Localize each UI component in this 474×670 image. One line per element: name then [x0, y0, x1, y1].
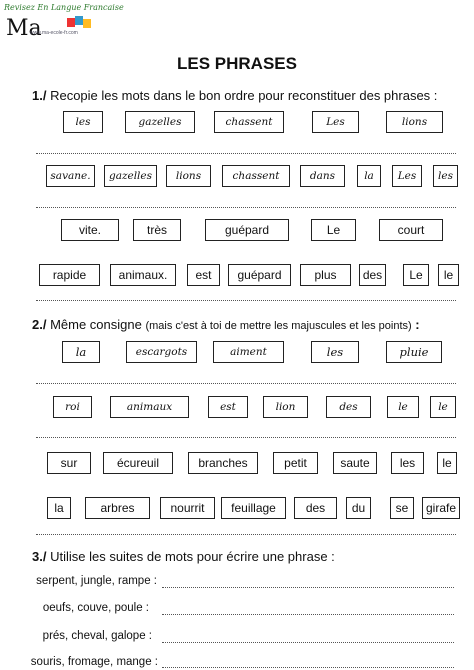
word-card[interactable]: animaux	[110, 396, 189, 418]
writing-line	[36, 383, 456, 384]
word-card[interactable]: dans	[300, 165, 345, 187]
word-card[interactable]: des	[326, 396, 371, 418]
writing-line	[36, 300, 456, 301]
word-card[interactable]: gazelles	[104, 165, 157, 187]
word-card[interactable]: lion	[263, 396, 308, 418]
word-card[interactable]: le	[387, 396, 419, 418]
word-card[interactable]: chassent	[222, 165, 290, 187]
question-1-text: Recopie les mots dans le bon ordre pour reconstituer des phrases :	[46, 88, 438, 103]
word-card[interactable]: Le	[403, 264, 429, 286]
word-card[interactable]: se	[390, 497, 414, 519]
writing-line	[36, 207, 456, 208]
word-card[interactable]: Les	[392, 165, 422, 187]
word-card[interactable]: des	[359, 264, 386, 286]
word-card[interactable]: les	[63, 111, 103, 133]
word-card[interactable]: savane.	[46, 165, 95, 187]
logo	[2, 3, 124, 43]
writing-line	[162, 614, 454, 615]
question-2	[32, 317, 420, 332]
question-3-text: Utilise les suites de mots pour écrire une phrase :	[46, 549, 335, 564]
word-card[interactable]: animaux.	[110, 264, 176, 286]
word-card[interactable]: chassent	[214, 111, 284, 133]
word-list-label: serpent, jungle, rampe :	[36, 575, 157, 587]
word-card[interactable]: escargots	[126, 341, 197, 363]
word-card[interactable]: est	[187, 264, 220, 286]
word-card[interactable]: pluie	[386, 341, 442, 363]
word-card[interactable]: est	[208, 396, 248, 418]
logo-wordmark: Ma	[6, 16, 42, 41]
word-list-label: souris, fromage, mange :	[30, 656, 158, 668]
word-card[interactable]: aiment	[213, 341, 284, 363]
word-card[interactable]: roi	[53, 396, 92, 418]
word-card[interactable]: guépard	[228, 264, 291, 286]
word-card[interactable]: du	[346, 497, 371, 519]
word-card[interactable]: écureuil	[103, 452, 173, 474]
question-2-colon: :	[411, 317, 420, 332]
question-2-note: (mais c'est à toi de mettre les majuscules et les points)	[145, 320, 412, 332]
word-card[interactable]: le	[438, 264, 459, 286]
word-card[interactable]: gazelles	[125, 111, 195, 133]
word-card[interactable]: très	[133, 219, 181, 241]
word-card[interactable]: arbres	[85, 497, 150, 519]
word-card[interactable]: sur	[47, 452, 91, 474]
word-card[interactable]: la	[47, 497, 71, 519]
word-card[interactable]: le	[437, 452, 457, 474]
word-card[interactable]: court	[379, 219, 443, 241]
word-card[interactable]: rapide	[39, 264, 100, 286]
page-title: LES PHRASES	[177, 54, 297, 73]
word-card[interactable]: branches	[188, 452, 258, 474]
word-card[interactable]: nourrit	[160, 497, 215, 519]
word-card[interactable]: le	[430, 396, 456, 418]
logo-tagline: Revisez En Langue Francaise	[4, 3, 124, 12]
word-card[interactable]: guépard	[205, 219, 289, 241]
word-card[interactable]: la	[357, 165, 381, 187]
writing-line	[36, 534, 456, 535]
logo-url: www.ma-ecole-fr.com	[30, 30, 78, 36]
question-2-text: Même consigne	[46, 317, 146, 332]
question-1	[32, 88, 437, 103]
word-card[interactable]: vite.	[61, 219, 119, 241]
writing-line	[162, 642, 454, 643]
word-card[interactable]: petit	[273, 452, 318, 474]
word-list-label: prés, cheval, galope :	[42, 630, 152, 642]
question-3-number: 3./	[32, 549, 47, 564]
word-card[interactable]: Le	[311, 219, 356, 241]
word-card[interactable]: des	[294, 497, 337, 519]
word-card[interactable]: lions	[166, 165, 211, 187]
word-card[interactable]: plus	[300, 264, 351, 286]
writing-line	[36, 153, 456, 154]
writing-line	[36, 437, 456, 438]
writing-line	[162, 587, 454, 588]
word-card[interactable]: Les	[312, 111, 359, 133]
question-2-number: 2./	[32, 317, 47, 332]
word-card[interactable]: les	[311, 341, 359, 363]
question-3	[32, 549, 335, 564]
word-card[interactable]: les	[391, 452, 424, 474]
question-1-number: 1./	[32, 88, 47, 103]
abc-blocks-icon	[66, 15, 92, 29]
word-card[interactable]: lions	[386, 111, 443, 133]
word-card[interactable]: girafe	[422, 497, 460, 519]
word-card[interactable]: feuillage	[221, 497, 286, 519]
word-card[interactable]: la	[62, 341, 100, 363]
word-list-label: oeufs, couve, poule :	[42, 602, 149, 614]
word-card[interactable]: les	[433, 165, 458, 187]
writing-line	[162, 667, 454, 668]
word-card[interactable]: saute	[333, 452, 377, 474]
